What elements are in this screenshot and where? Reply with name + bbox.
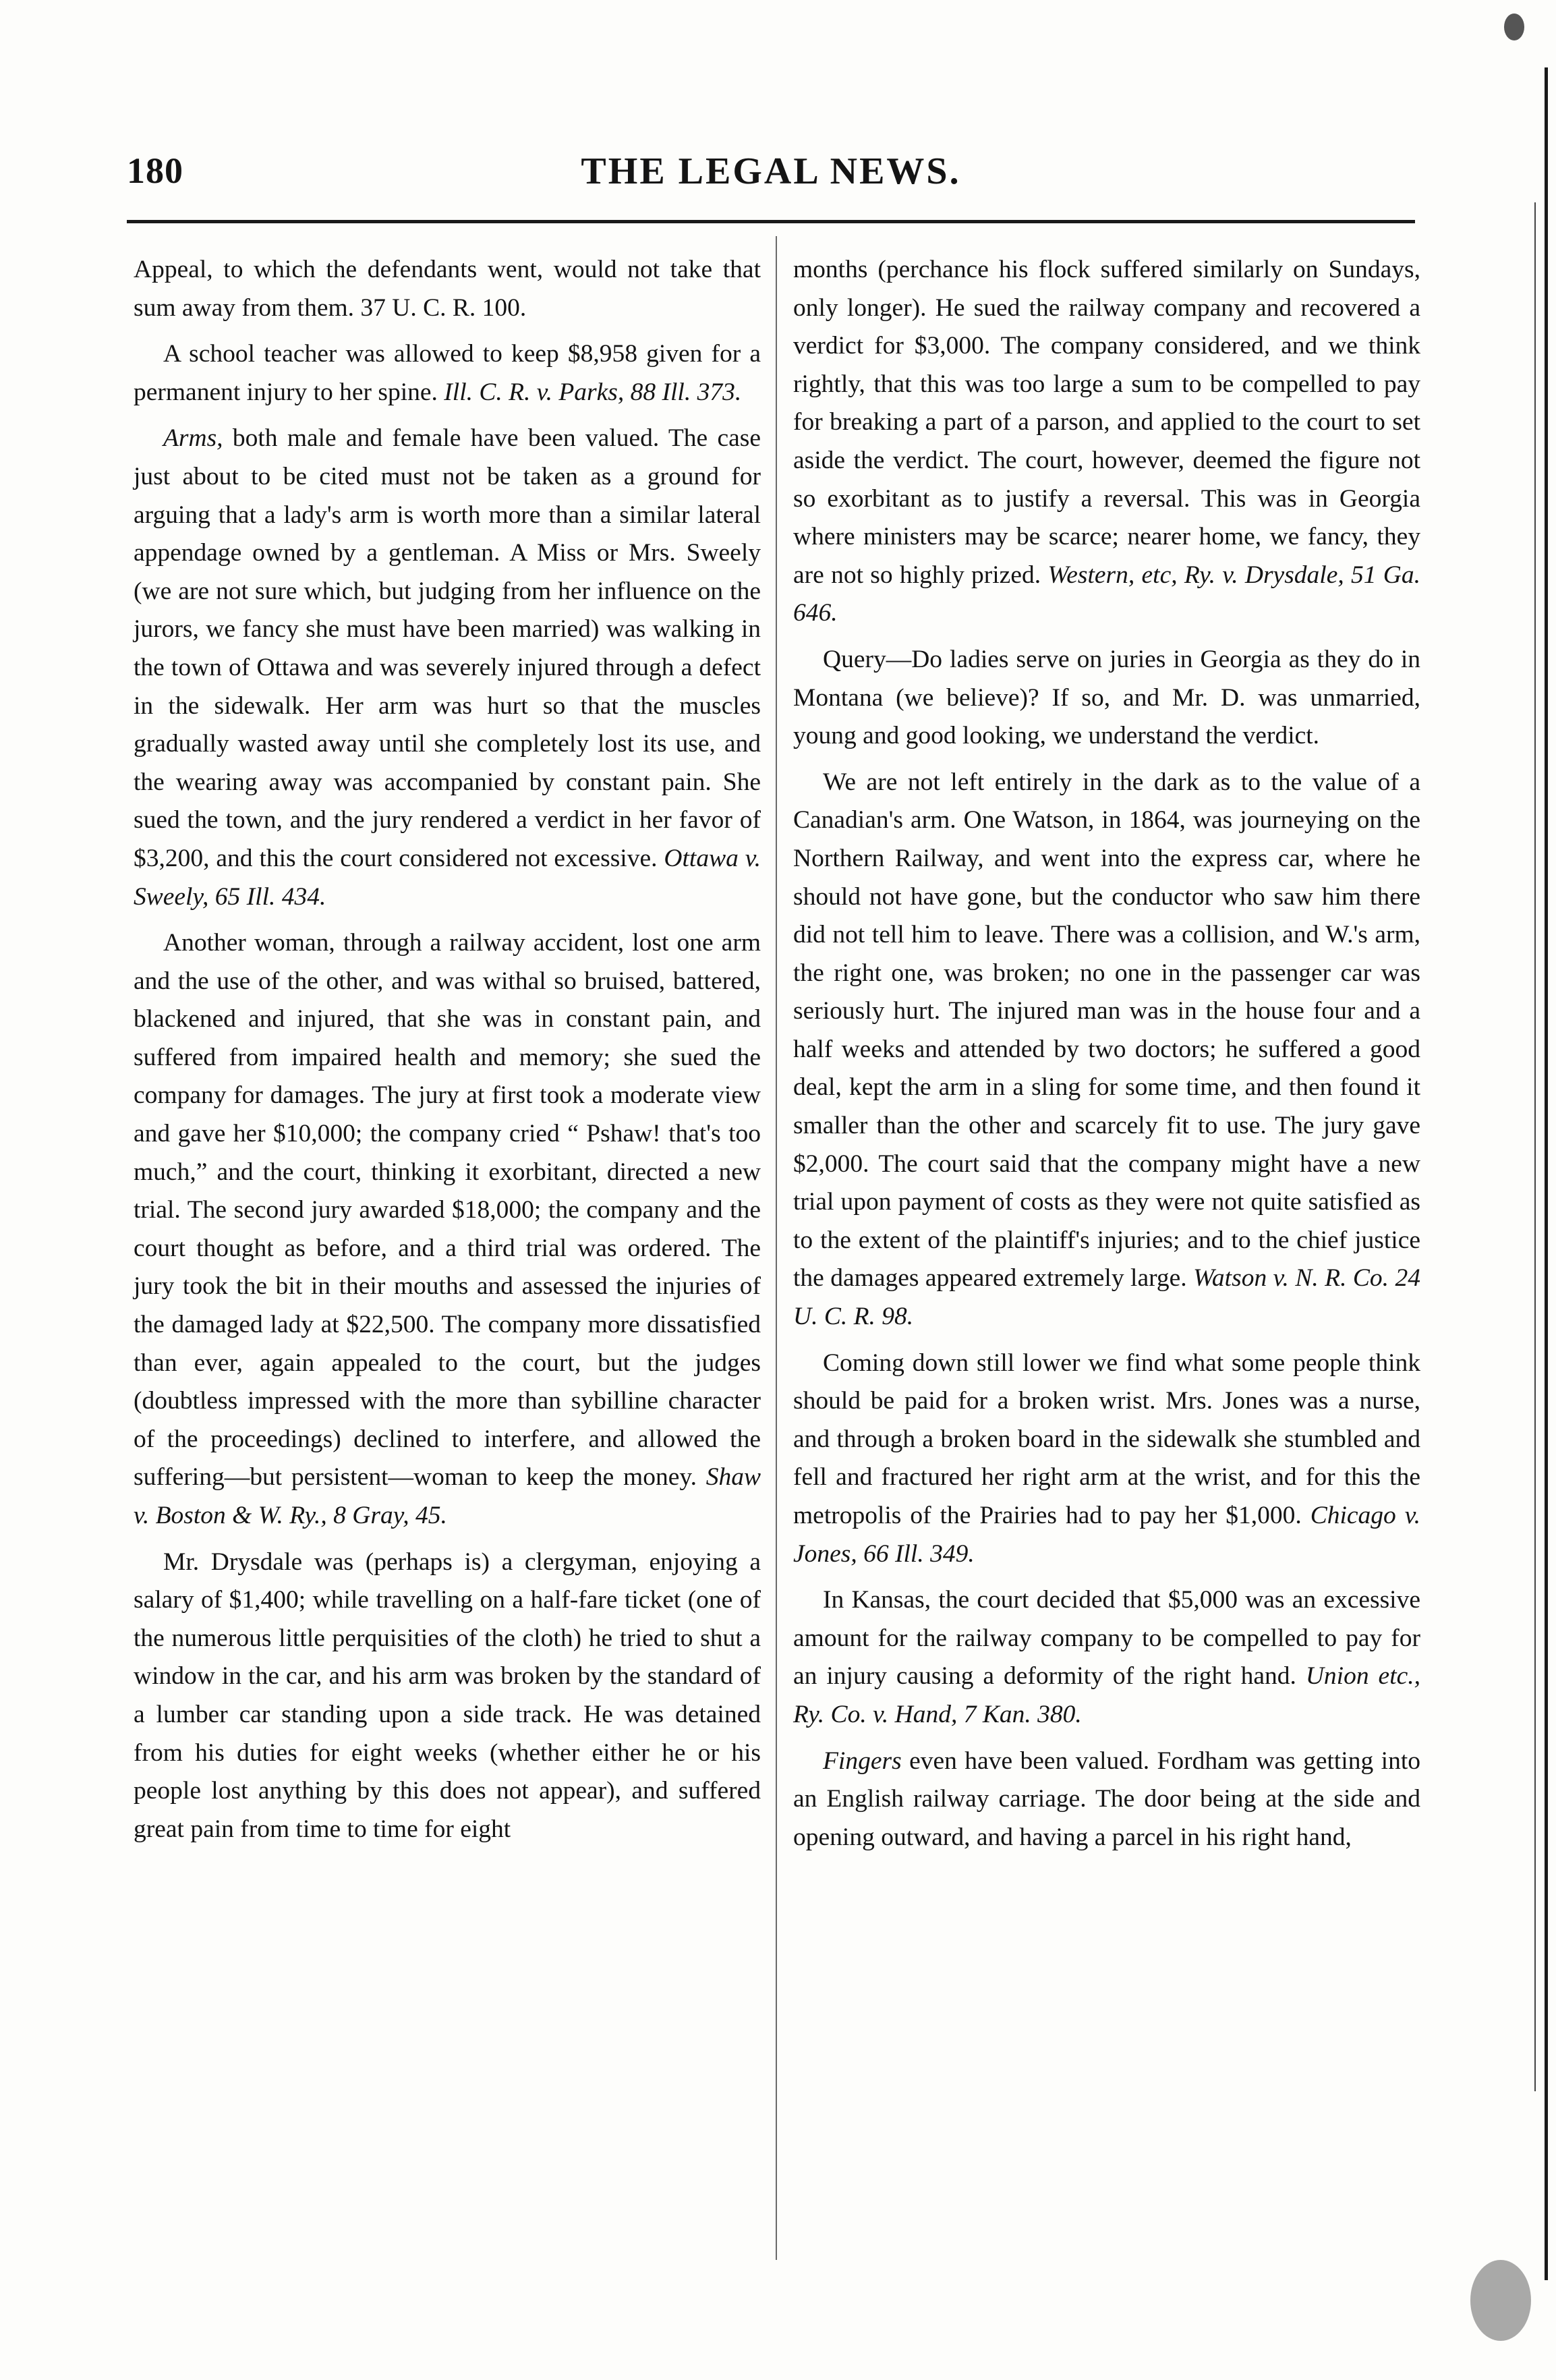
page-header (127, 150, 1415, 204)
case-citation: Watson v. N. R. Co. 24 U. C. R. 98. (793, 1264, 1420, 1331)
page-edge-inner (1534, 202, 1536, 2091)
paragraph-text: We are not left entirely in the dark as to the value of a Canadian's arm. One Watson, in 1864, was journeying on the Northern Railway, and went into the express car, where he should not have gone, but the conductor who saw him there did not tell him to leave. There was a collision, and W.'s arm, the right one, was broken; no one in the passenger car was seriously hurt. The injured man was in the house four and a half weeks and attended by two doctors; he suffered a good deal, kept the arm in a sling for some time, and then found it smaller than the other and scarcely fit to use. The jury gave $2,000. The court said that the company might have a new trial upon payment of costs as they were not quite satisfied as to the extent of the plaintiff's injuries; and to the chief justice the damages appeared extremely large. (793, 768, 1420, 1293)
paragraph (134, 335, 761, 412)
case-citation: Ottawa v. Sweely, 65 Ill. 434. (134, 844, 761, 911)
paragraph (134, 420, 761, 916)
case-citation: Ill. C. R. v. Parks, 88 Ill. 373. (444, 378, 742, 406)
paragraph (793, 1581, 1420, 1734)
paragraph-text: months (perchance his flock suffered similarly on Sundays, only longer). He sued the railway company and recovered a verdict for $3,000. The company considered, and we think rightly, that this was too large a sum to be compelled to pay for breaking a part of a parson, and applied to the court to set aside the verdict. The court, however, deemed the figure not so exorbitant as to justify a reversal. This was in Georgia where ministers may be scarce; nearer home, we fancy, they are not so highly prized. (793, 256, 1420, 589)
paragraph-text: In Kansas, the court decided that $5,000 was an excessive amount for the railway company to be compelled to pay for an injury causing a deformity of the right hand. (793, 1586, 1420, 1691)
paragraph-text: Coming down still lower we find what some people think should be paid for a broken wrist. Mrs. Jones was a nurse, and through a broken board in the sidewalk she stumbled and fell and fractured her right arm at the wrist, and for this the metropolis of the Prairies had to pay her $1,000. (793, 1349, 1420, 1529)
paragraph (793, 764, 1420, 1336)
page-edge (1545, 67, 1548, 2280)
paragraph-text: both male and female have been valued. The case just about to be cited must not be taken as a ground for arguing that a lady's arm is worth more than a similar lateral appendage owned by a gentleman. A Miss or Mrs. Sweely (we are not sure which, but judging from her influence on the jurors, we fancy she must have been married) was walking in the town of Ottawa and was severely injured through a defect in the sidewalk. Her arm was hurt so that the muscles gradually wasted away until she completely lost its use, and the wearing away was accompanied by constant pain. She sued the town, and the jury rendered a verdict in her favor of $3,200, and this the court considered not excessive. (134, 424, 761, 872)
scan-speck (1504, 13, 1524, 40)
case-citation: Western, etc, Ry. v. Drysdale, 51 Ga. 646. (793, 561, 1421, 627)
paragraph-text: A school teacher was allowed to keep $8,958 given for a permanent injury to her spine. (134, 340, 761, 406)
paragraph-text: Appeal, to which the defendants went, would not take that sum away from them. 37 U. C. R. 100. (134, 256, 761, 322)
left-column (134, 251, 761, 1848)
paragraph-lead: Arms, (163, 424, 223, 453)
scan-speck (1470, 2260, 1531, 2341)
paragraph-lead: Fingers (823, 1747, 902, 1775)
paragraph-text: Another woman, through a railway accident, lost one arm and the use of the other, and was withal so bruised, battered, blackened and injured, that she was in constant pain, and suffered from impaired health and memory; she sued the company for damages. The jury at first took a moderate view and gave her $10,000; the company cried “ Pshaw! that's too much,” and the court, thinking it exorbitant, directed a new trial. The second jury awarded $18,000; the company and the court thought as before, and a third trial was ordered. The jury took the bit in their mouths and assessed the injuries of the damaged lady at $22,500. The company more dissatisfied than ever, again appealed to the court, but the judges (doubtless impressed with the more than sybilline character of the proceedings) declined to interfere, and allowed the suffering—but persistent—woman to keep the money. (134, 929, 761, 1492)
header-rule (127, 220, 1415, 223)
case-citation: Union etc., Ry. Co. v. Hand, 7 Kan. 380. (793, 1662, 1421, 1728)
paragraph (793, 251, 1420, 633)
paragraph (134, 251, 761, 327)
paragraph (793, 1743, 1420, 1857)
paragraph-text: even have been valued. Fordham was getting into an English railway carriage. The door being at the side and opening outward, and having a parcel in his right hand, (793, 1747, 1420, 1851)
journal-title: THE LEGAL NEWS. (581, 150, 961, 192)
paragraph (134, 1543, 761, 1849)
right-column (793, 251, 1420, 1857)
paragraph-text: Mr. Drysdale was (perhaps is) a clergyman, enjoying a salary of $1,400; while travelling on a half-fare ticket (one of the numerous little perquisities of the cloth) he tried to shut a window in the car, and his arm was broken by the standard of a lumber car standing upon a side track. He was detained from his duties for eight weeks (whether either he or his people lost anything by this does not appear), and suffered great pain from time to time for eight (134, 1548, 761, 1843)
case-citation: Shaw v. Boston & W. Ry., 8 Gray, 45. (134, 1463, 761, 1529)
paragraph (134, 924, 761, 1535)
column-rule (776, 236, 777, 2260)
paragraph (793, 641, 1420, 756)
case-citation: Chicago v. Jones, 66 Ill. 349. (793, 1502, 1420, 1568)
paragraph-text: Query—Do ladies serve on juries in Georgia as they do in Montana (we believe)? If so, and Mr. D. was unmarried, young and good looking, we understand the verdict. (793, 645, 1420, 750)
paragraph (793, 1344, 1420, 1574)
page-number: 180 (127, 150, 183, 191)
